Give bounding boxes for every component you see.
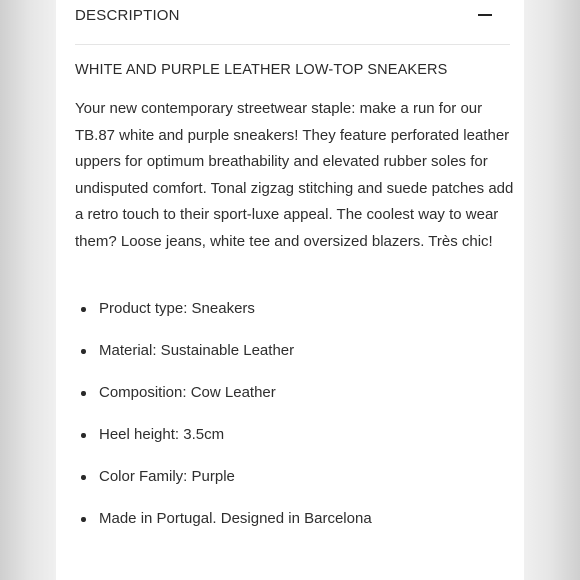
bullet-icon (81, 391, 86, 396)
blurred-backdrop-right (524, 0, 580, 580)
spec-text: Made in Portugal. Designed in Barcelona (99, 510, 372, 527)
minus-icon[interactable] (476, 6, 494, 24)
bullet-icon (81, 475, 86, 480)
spec-text: Product type: Sneakers (99, 300, 255, 317)
spec-item-composition (75, 380, 372, 422)
spec-item-heel-height (75, 422, 372, 464)
spec-item-origin (75, 506, 372, 548)
bullet-icon (81, 307, 86, 312)
spec-text: Material: Sustainable Leather (99, 342, 295, 359)
spec-item-material (75, 338, 372, 380)
spec-text: Composition: Cow Leather (99, 384, 276, 401)
spec-item-product-type (75, 296, 372, 338)
description-panel (56, 0, 524, 580)
product-specs-list (75, 296, 372, 548)
product-title: WHITE AND PURPLE LEATHER LOW-TOP SNEAKERS (75, 62, 448, 78)
description-accordion-header[interactable] (75, 0, 510, 45)
minus-icon-bar (478, 14, 492, 16)
spec-text: Color Family: Purple (99, 468, 235, 485)
blurred-backdrop-left (0, 0, 56, 580)
spec-text: Heel height: 3.5cm (99, 426, 225, 443)
bullet-icon (81, 517, 86, 522)
description-heading: DESCRIPTION (75, 7, 180, 24)
bullet-icon (81, 349, 86, 354)
product-description: Your new contemporary streetwear staple: make a run for our TB.87 white and purple sneakers! They feature perforated leather uppers for optimum breathability and elevated rubber soles for undisputed comfort. Tonal zigzag stitching and suede patches add a retro touch to their sport-luxe appeal. The coolest way to wear them? Loose jeans, white tee and oversized blazers. Très chic! (75, 100, 514, 250)
spec-item-color-family (75, 464, 372, 506)
bullet-icon (81, 433, 86, 438)
